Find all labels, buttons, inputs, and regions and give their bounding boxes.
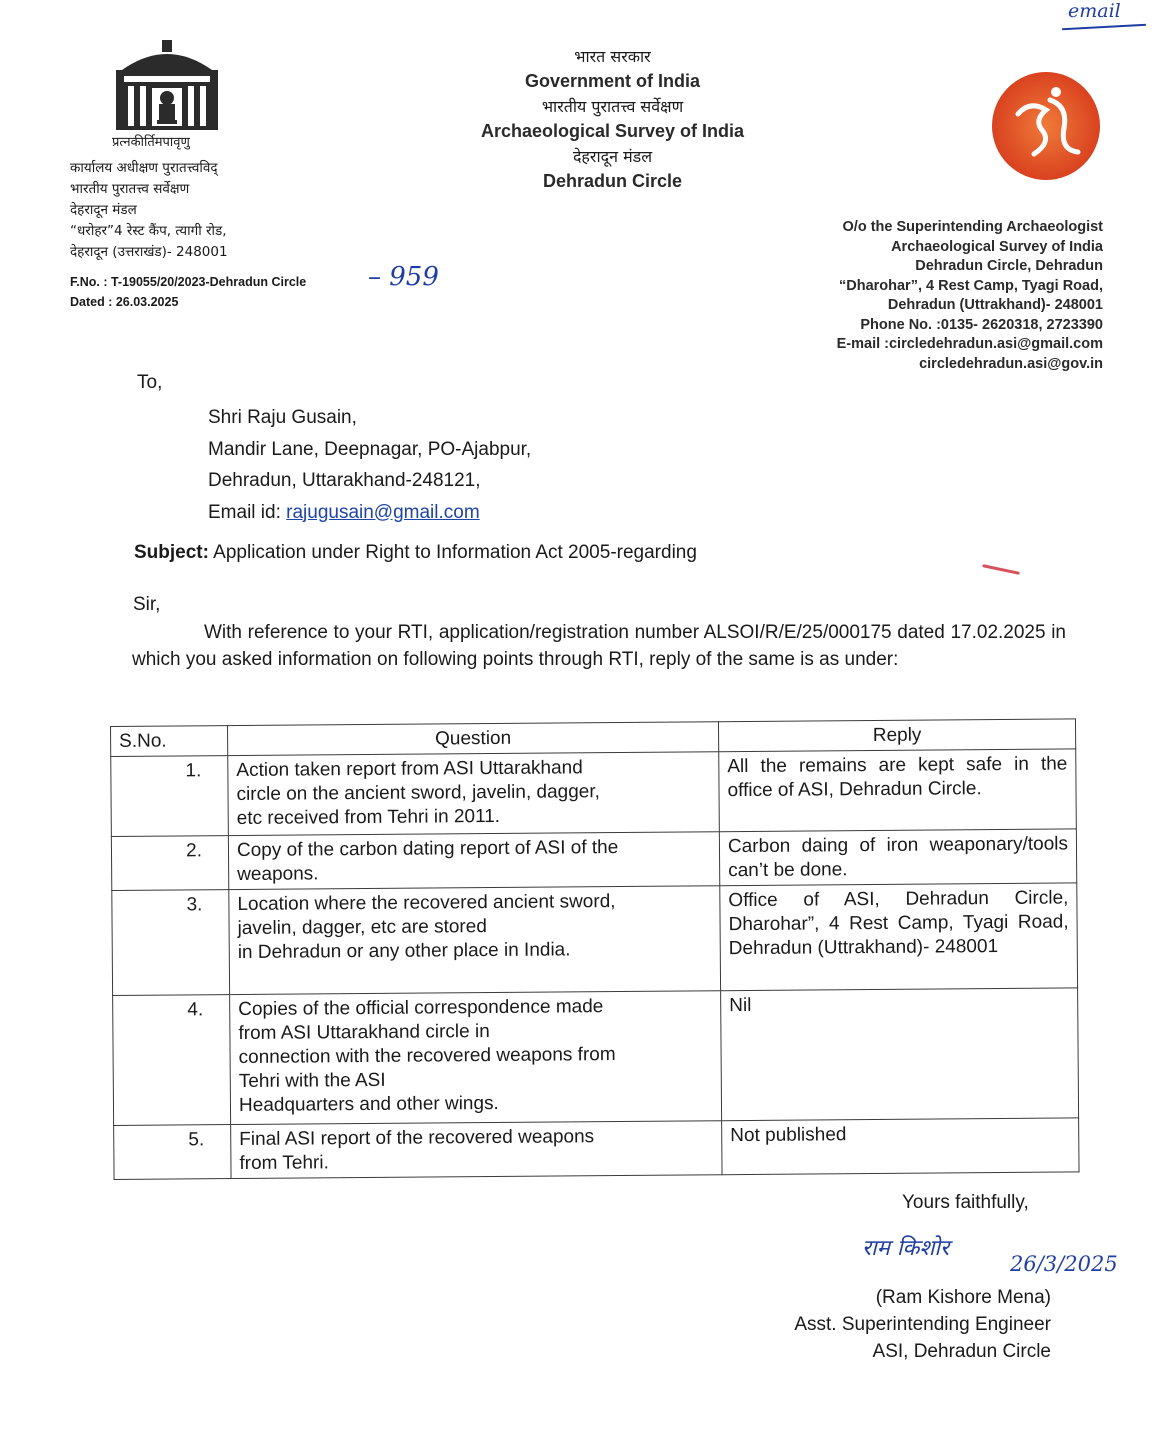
- question-line: Final ASI report of the recovered weapons: [239, 1126, 595, 1150]
- cell-reply: All the remains are kept safe in the office of ASI, Dehradun Circle.: [719, 749, 1077, 832]
- question-line: from ASI Uttarakhand circle in: [238, 1021, 490, 1045]
- question-line: connection with the recovered weapons from: [238, 1044, 616, 1068]
- left-address-line: देहरादून मंडल: [70, 202, 137, 218]
- header-reply: Reply: [718, 719, 1075, 752]
- cell-reply: Carbon daing of iron weaponary/tools can’t be done.: [719, 829, 1076, 886]
- govt-of-india: Government of India: [524, 71, 701, 91]
- question-line: weapons.: [237, 863, 319, 886]
- question-line: in Dehradun or any other place in India.: [237, 939, 571, 964]
- archaeological-survey-title: Archaeological Survey of India: [480, 121, 745, 141]
- table-row: [111, 749, 1077, 837]
- email-label: Email id:: [208, 501, 287, 523]
- signatory-designation: Asst. Superintending Engineer: [794, 1314, 1051, 1335]
- cell-reply: Nil: [721, 988, 1079, 1121]
- question-line: circle on the ancient sword, javelin, dagger,: [236, 781, 600, 806]
- cell-reply: Not published: [722, 1118, 1079, 1175]
- right-email-2: circledehradun.asi@gov.in: [919, 355, 1103, 372]
- question-line: Copy of the carbon dating report of ASI of the: [236, 837, 619, 862]
- recipient-address: [208, 402, 531, 528]
- cell-sno: 5.: [114, 1125, 231, 1180]
- red-pen-mark: [982, 564, 1020, 575]
- cell-sno: 4.: [113, 995, 231, 1126]
- right-address-line: Dehradun (Uttrakhand)- 248001: [887, 297, 1103, 313]
- header-question: Question: [228, 722, 719, 756]
- table-row: [114, 1118, 1079, 1180]
- corner-note-underline: [1062, 24, 1146, 30]
- cell-question: [229, 886, 721, 995]
- letterhead-center: [440, 44, 785, 194]
- cell-sno: 2.: [111, 836, 228, 891]
- question-line: Copies of the official correspondence made: [238, 996, 604, 1021]
- body-paragraph: [132, 620, 1066, 673]
- hindi-govt: भारत सरकार: [574, 47, 651, 66]
- right-phone: Phone No. :0135- 2620318, 2723390: [860, 316, 1103, 333]
- question-line: Action taken report from ASI Uttarakhand: [236, 757, 583, 782]
- file-number-handwritten: – 959: [368, 262, 439, 292]
- right-address-block: [837, 218, 1103, 374]
- left-address-line: “धरोहर”4 रेस्ट कैंप, त्यागी रोड,: [70, 223, 227, 239]
- signatory-name: (Ram Kishore Mena): [875, 1287, 1051, 1308]
- handwritten-signature-date: 26/3/2025: [1010, 1252, 1118, 1276]
- subject-text: Application under Right to Information Act 2005-regarding: [208, 542, 697, 563]
- cell-question: [228, 752, 720, 836]
- file-date: Dated : 26.03.2025: [70, 295, 179, 309]
- question-line: Tehri with the ASI: [238, 1069, 386, 1092]
- question-line: javelin, dagger, etc are stored: [237, 916, 487, 940]
- question-line: Location where the recovered ancient sword,: [237, 891, 616, 916]
- sanskriti-logo: [990, 70, 1102, 182]
- closing-yours-faithfully: Yours faithfully,: [902, 1192, 1029, 1213]
- table-row: [112, 883, 1078, 996]
- right-email-1: E-mail :circledehradun.asi@gmail.com: [836, 336, 1103, 352]
- cell-sno: 1.: [111, 756, 229, 837]
- cell-question: [230, 991, 722, 1125]
- file-number: F.No. : T-19055/20/2023-Dehradun Circle: [70, 275, 307, 289]
- corner-note-handwritten: email: [1068, 0, 1121, 22]
- to-label: To,: [137, 372, 163, 393]
- subject-line: [134, 542, 697, 564]
- recipient-email-row: [208, 497, 531, 529]
- left-address-line: देहरादून (उत्तराखंड)- 248001: [70, 244, 228, 260]
- right-address-line: Dehradun Circle, Dehradun: [915, 258, 1103, 274]
- recipient-address-line: Mandir Lane, Deepnagar, PO-Ajabpur,: [208, 438, 532, 460]
- cell-question: [228, 832, 719, 890]
- left-address-line: कार्यालय अधीक्षण पुरातत्त्वविद्: [70, 160, 218, 176]
- hindi-asi: भारतीय पुरातत्त्व सर्वेक्षण: [541, 97, 684, 116]
- handwritten-signature: राम किशोर: [862, 1236, 950, 1261]
- right-address-line: Archaeological Survey of India: [891, 238, 1103, 255]
- signatory-office: ASI, Dehradun Circle: [872, 1341, 1051, 1362]
- cell-sno: 3.: [112, 890, 230, 996]
- salutation: Sir,: [133, 594, 161, 615]
- emblem-motto: प्रत्नकीर्तिमपावृणु: [112, 135, 190, 150]
- body-text: With reference to your RTI, application/registration number ALSOI/R/E/25/000175 dated 17.02.2025 in which you asked information on following points through RTI, reply of the same is as under:: [132, 622, 1066, 670]
- dehradun-circle-title: Dehradun Circle: [542, 171, 683, 191]
- left-address-line: भारतीय पुरातत्त्व सर्वेक्षण: [70, 181, 190, 197]
- rti-reply-table: [110, 718, 1080, 1180]
- left-address-block: [70, 158, 228, 263]
- cell-question: [231, 1121, 722, 1179]
- signatory-block: [794, 1284, 1051, 1365]
- recipient-address-line: Dehradun, Uttarakhand-248121,: [208, 470, 481, 491]
- hindi-circle: देहरादून मंडल: [572, 147, 653, 166]
- question-line: etc received from Tehri in 2011.: [236, 805, 501, 830]
- asi-emblem-logo: [114, 40, 220, 130]
- right-address-line: O/o the Superintending Archaeologist: [842, 219, 1103, 235]
- cell-reply: Office of ASI, Dehradun Circle, Dharohar”, 4 Rest Camp, Tyagi Road, Dehradun (Uttrakhand)- 248001: [720, 883, 1078, 991]
- table-row: [111, 829, 1076, 891]
- file-reference-block: [70, 272, 306, 312]
- recipient-email-link[interactable]: rajugusain@gmail.com: [286, 501, 480, 523]
- table-row: [113, 988, 1079, 1126]
- question-line: Headquarters and other wings.: [238, 1092, 499, 1116]
- question-line: from Tehri.: [239, 1152, 329, 1174]
- header-sno: S.No.: [111, 726, 228, 757]
- subject-label: Subject:: [134, 542, 209, 563]
- recipient-name: Shri Raju Gusain,: [208, 407, 357, 428]
- right-address-line: “Dharohar”, 4 Rest Camp, Tyagi Road,: [838, 277, 1103, 294]
